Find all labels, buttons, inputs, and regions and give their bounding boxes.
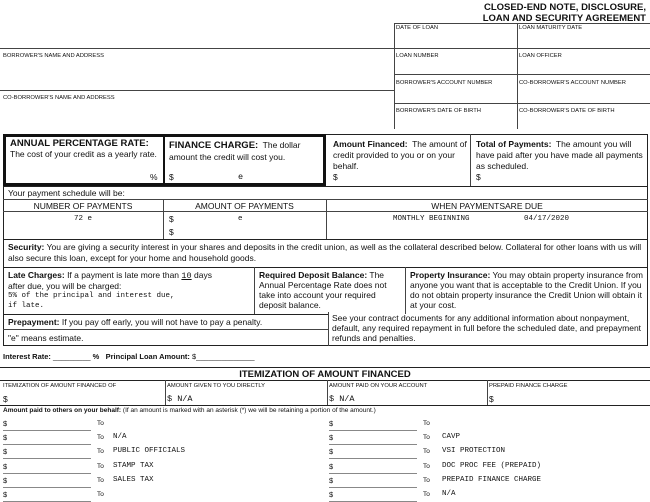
left-payee: PUBLIC OFFICIALS: [113, 447, 186, 455]
coborrower-name-address-label: CO-BORROWER'S NAME AND ADDRESS: [3, 95, 115, 101]
right-payee: DOC PROC FEE (PREPAID): [442, 462, 542, 470]
left-dollar: $: [3, 419, 8, 428]
left-dollar: $: [3, 433, 8, 442]
left-to-label: To: [97, 491, 104, 498]
itemization-value2: $ N/A: [167, 394, 193, 404]
total-payments-symbol: $: [476, 172, 481, 182]
right-to-label: To: [423, 491, 430, 498]
left-to-label: To: [97, 448, 104, 455]
required-deposit-section: Required Deposit Balance: The Annual Percentage Rate does not take into account your required deposit balance.: [259, 270, 387, 310]
number-of-payments-value: 72 e: [73, 215, 92, 223]
loan-officer-label: LOAN OFFICER: [519, 53, 562, 59]
prepayment-section: Prepayment: If you pay off early, you will not have to pay a penalty.: [8, 317, 263, 327]
itemization-value4: $: [489, 394, 494, 404]
amount-paid-to-others: Amount paid to others on your behalf: (If an amount is marked with an asterisk (*) we will be retaining a portion of the amount.): [3, 407, 376, 414]
finance-charge-value: e: [238, 172, 244, 182]
contract-documents-note: See your contract documents for any additional information about nonpayment, default, any required repayment in full before the scheduled date, and prepayment refunds and penalties.: [332, 313, 642, 343]
left-dollar: $: [3, 490, 8, 499]
amount-symbol-1: $: [169, 214, 174, 224]
left-dollar: $: [3, 462, 8, 471]
right-to-label: To: [423, 420, 430, 427]
right-payee: VSI PROTECTION: [442, 447, 506, 455]
amount-symbol-2: $: [169, 227, 174, 237]
borrower-dob-label: BORROWER'S DATE OF BIRTH: [396, 108, 481, 114]
borrower-name-address-label: BORROWER'S NAME AND ADDRESS: [3, 53, 104, 59]
itemization-title: ITEMIZATION OF AMOUNT FINANCED: [239, 369, 411, 380]
payments-due-date: 04/17/2020: [524, 215, 570, 223]
right-dollar: $: [329, 462, 334, 471]
left-dollar: $: [3, 447, 8, 456]
right-to-label: To: [423, 463, 430, 470]
schedule-col-amount: AMOUNT OF PAYMENTS: [195, 201, 294, 211]
left-to-label: To: [97, 434, 104, 441]
right-dollar: $: [329, 447, 334, 456]
schedule-col-number: NUMBER OF PAYMENTS: [33, 201, 133, 211]
amount-of-payments-value: e: [238, 215, 243, 223]
left-payee: N/A: [113, 433, 127, 441]
estimate-note: "e" means estimate.: [8, 333, 84, 343]
left-to-label: To: [97, 463, 104, 470]
finance-charge-cell: FINANCE CHARGE: The dollar amount the credit will cost you.: [169, 140, 301, 162]
schedule-col-when: WHEN PAYMENTSARE DUE: [431, 201, 543, 211]
loan-maturity-date-label: LOAN MATURITY DATE: [519, 25, 583, 31]
coborrower-dob-label: CO-BORROWER'S DATE OF BIRTH: [519, 108, 615, 114]
right-dollar: $: [329, 419, 334, 428]
amount-financed-symbol: $: [333, 172, 338, 182]
date-of-loan-label: DATE OF LOAN: [396, 25, 439, 31]
left-payee: STAMP TAX: [113, 462, 154, 470]
apr-cell: ANNUAL PERCENTAGE RATE: The cost of your credit as a yearly rate.: [10, 138, 157, 159]
left-payee: SALES TAX: [113, 476, 154, 484]
security-section: Security: You are giving a security interest in your shares and deposits in the credit union, as well as the collateral described below. Collateral for other loans with us will also secure this loan, except for your home and household goods.: [8, 242, 642, 263]
itemization-value3: $ N/A: [329, 394, 355, 404]
borrower-account-number-label: BORROWER'S ACCOUNT NUMBER: [396, 80, 493, 86]
right-to-label: To: [423, 448, 430, 455]
right-to-label: To: [423, 477, 430, 484]
loan-number-label: LOAN NUMBER: [396, 53, 439, 59]
left-to-label: To: [97, 477, 104, 484]
right-payee: N/A: [442, 490, 456, 498]
right-to-label: To: [423, 434, 430, 441]
apr-unit: %: [150, 172, 158, 182]
total-payments-cell: Total of Payments: The amount you will have paid after you have made all payments as scheduled.: [476, 139, 643, 171]
right-payee: PREPAID FINANCE CHARGE: [442, 476, 542, 484]
finance-charge-symbol: $: [169, 172, 174, 182]
left-to-label: To: [97, 420, 104, 427]
itemization-col2: AMOUNT GIVEN TO YOU DIRECTLY: [167, 383, 266, 389]
right-dollar: $: [329, 433, 334, 442]
document-title: CLOSED-END NOTE, DISCLOSURE, LOAN AND SECURITY AGREEMENT: [482, 2, 646, 24]
right-dollar: $: [329, 490, 334, 499]
right-payee: CAVP: [442, 433, 461, 441]
left-dollar: $: [3, 476, 8, 485]
property-insurance-section: Property Insurance: You may obtain property insurance from anyone you want that is acceptable to the Credit Union. If you do not obtain property insurance the Credit Union will obtain it at your cost.: [410, 270, 643, 310]
interest-rate-line: Interest Rate: _________ % Principal Loan Amount: $______________: [3, 352, 255, 361]
coborrower-account-number-label: CO-BORROWER'S ACCOUNT NUMBER: [519, 80, 626, 86]
amount-financed-cell: Amount Financed: The amount of credit provided to you or on your behalf.: [333, 139, 467, 171]
right-dollar: $: [329, 476, 334, 485]
itemization-col1: ITEMIZATION OF AMOUNT FINANCED OF: [3, 383, 117, 389]
itemization-value1: $: [3, 394, 8, 404]
payments-due-frequency: MONTHLY BEGINNING: [393, 215, 470, 223]
late-charges-section: Late Charges: If a payment is late more than 10 days after due, you will be charged: 5% of the principal and interest due, if late.: [8, 270, 212, 310]
itemization-col3: AMOUNT PAID ON YOUR ACCOUNT: [329, 383, 428, 389]
itemization-col4: PREPAID FINANCE CHARGE: [489, 383, 568, 389]
schedule-intro: Your payment schedule will be:: [8, 188, 125, 198]
